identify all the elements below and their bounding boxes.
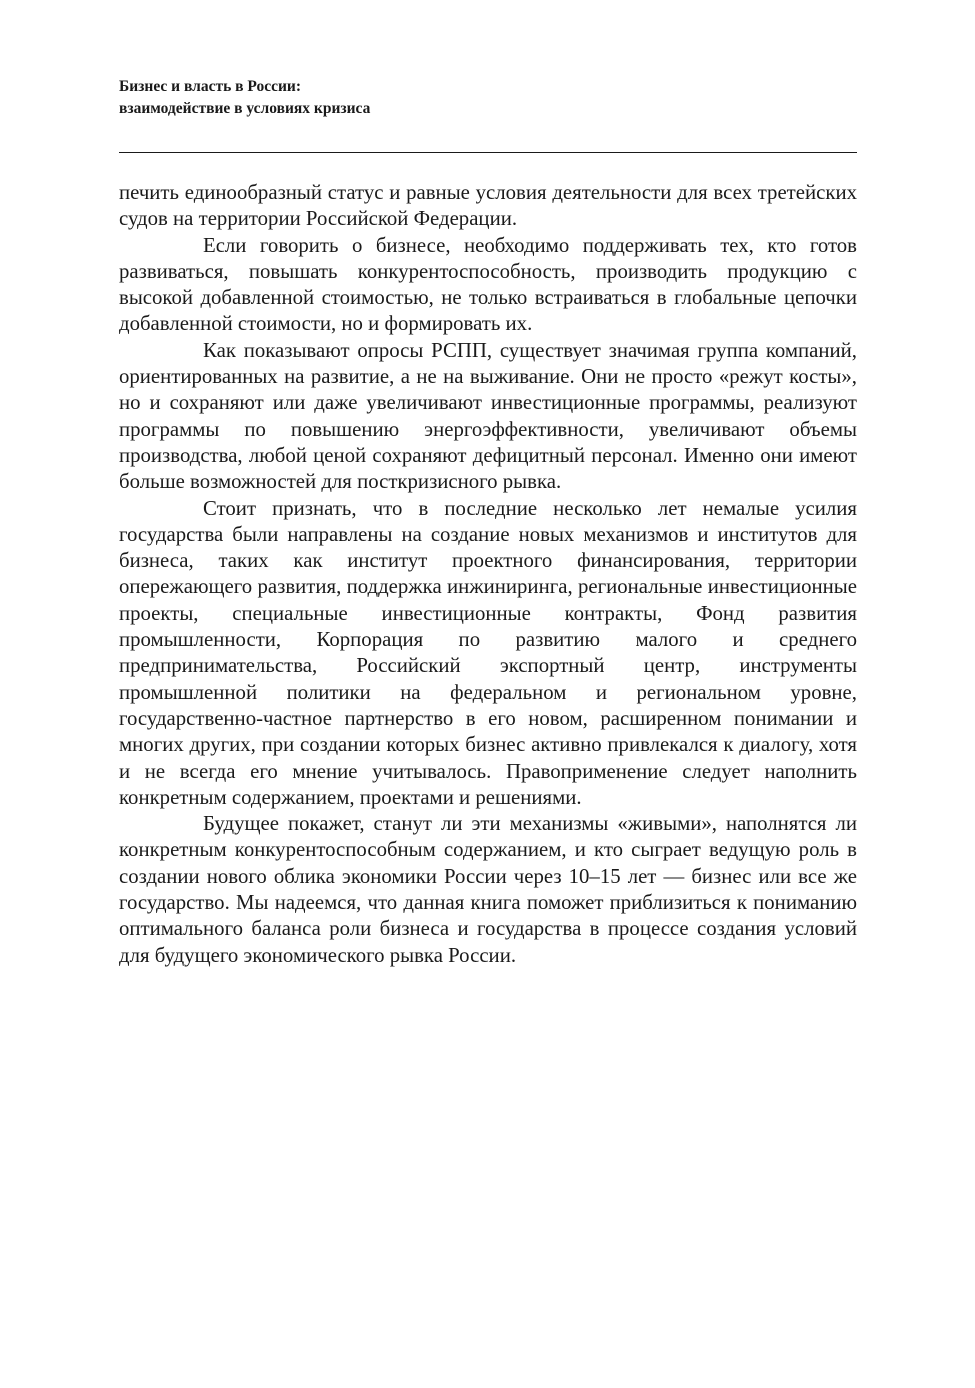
running-head-title-line-1: Бизнес и власть в России: [119,78,302,95]
body-text [119,180,857,969]
header-rule [119,152,857,153]
paragraph-business-support: Если говорить о бизнесе, необходимо поддерживать тех, кто готов развиваться, повышать конкурентоспособность, производить продукцию с высокой добавленной стоимостью, не только встраиваться в глобальные цепочки добавленной стоимости, но и формировать их. [119,233,857,336]
running-head-title-line-2: взаимодействие в условиях кризиса [119,100,371,117]
paragraph-continued: печить единообразный статус и равные условия деятельности для всех третейских судов на территории Российской Федерации. [119,181,857,231]
running-head [119,76,370,120]
paragraph-state-efforts: Стоит признать, что в последние несколько лет немалые усилия государства были направлены на создание новых механизмов и институтов для бизнеса, таких как институт проектного финансирования, территории опережающего развития, поддержка инжиниринга, региональные инвестиционные проекты, специальные инвестиционные контракты, Фонд развития промышленности, Корпорация по развитию малого и среднего предпринимательства, Российский экспортный центр, инструменты промышленной политики на федеральном и региональном уровне, государственно-частное партнерство в его новом, расширенном понимании и многих других, при создании которых бизнес активно привлекался к диалогу, хотя и не всегда его мнение учитывалось. Правоприменение следует наполнить конкретным содержанием, проектами и решениями. [119,496,857,809]
paragraph-rspp-surveys: Как показывают опросы РСПП, существует значимая группа компаний, ориентированных на развитие, а не на выживание. Они не просто «режут косты», но и сохраняют или даже увеличивают инвестиционные программы, реализуют программы по повышению энергоэффективности, увеличивают объемы производства, любой ценой сохраняют дефицитный персонал. Именно они имеют больше возможностей для посткризисного рывка. [119,338,857,494]
paragraph-future: Будущее покажет, станут ли эти механизмы «живыми», наполнятся ли конкретным конкурентоспособным содержанием, и кто сыграет ведущую роль в создании нового облика экономики России через 10–15 лет — бизнес или все же государство. Мы надеемся, что данная книга поможет приблизиться к пониманию оптимального баланса роли бизнеса и государства в процессе создания условий для будущего экономического рывка России. [119,812,857,967]
